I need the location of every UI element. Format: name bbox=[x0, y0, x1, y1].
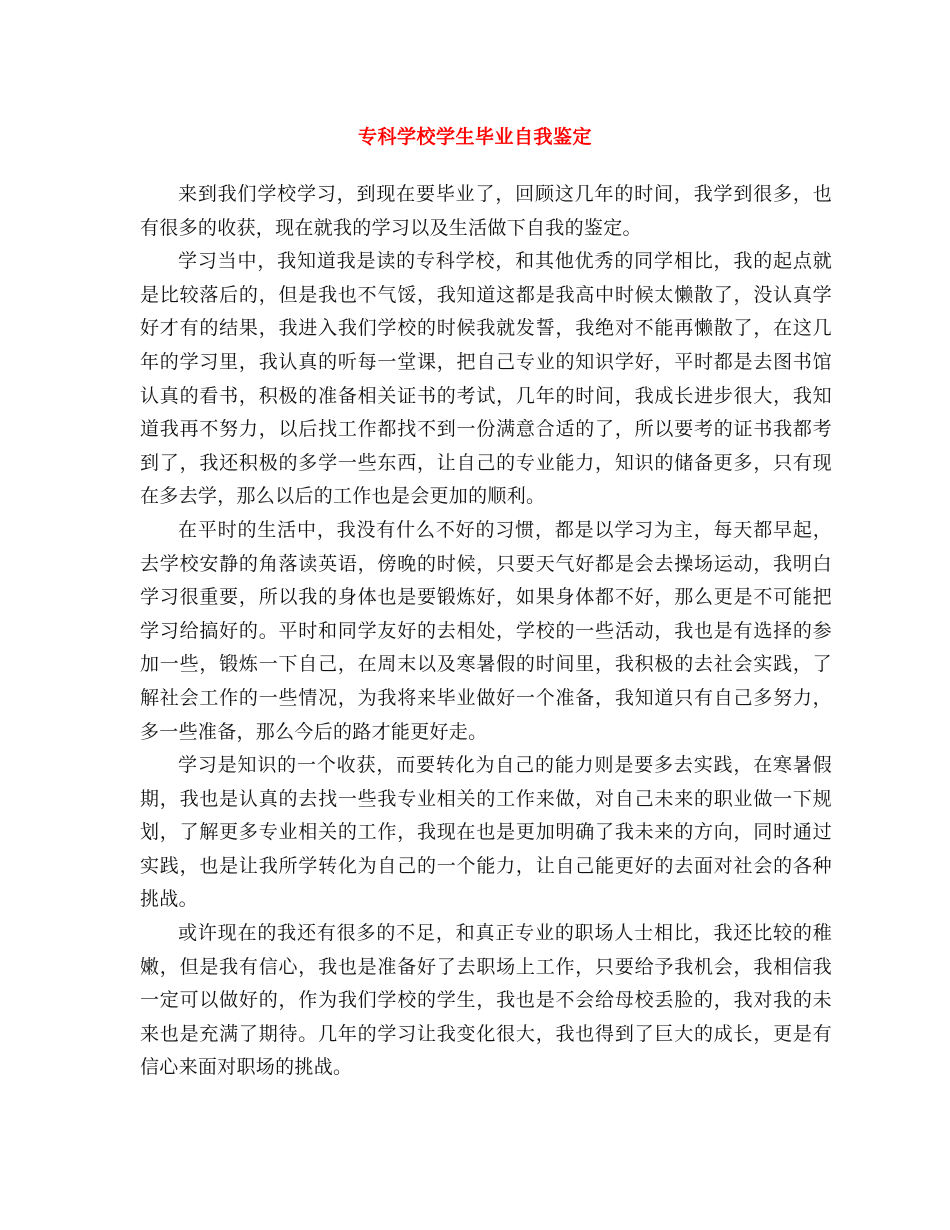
document-body bbox=[140, 178, 832, 1085]
paragraph-life: 在平时的生活中，我没有什么不好的习惯，都是以学习为主，每天都早起，去学校安静的角落读英语，傍晚的时候，只要天气好都是会去操场运动，我明白学习很重要，所以我的身体也是要锻炼好，如果身体都不好，那么更是不可能把学习给搞好的。平时和同学友好的去相处，学校的一些活动，我也是有选择的参加一些，锻炼一下自己，在周末以及寒暑假的时间里，我积极的去社会实践，了解社会工作的一些情况，为我将来毕业做好一个准备，我知道只有自己多努力，多一些准备，那么今后的路才能更好走。 bbox=[140, 518, 832, 743]
paragraph-practice: 学习是知识的一个收获，而要转化为自己的能力则是要多去实践，在寒暑假期，我也是认真的去找一些我专业相关的工作来做，对自己未来的职业做一下规划，了解更多专业相关的工作，我现在也是更加明确了我未来的方向，同时通过实践，也是让我所学转化为自己的一个能力，让自己能更好的去面对社会的各种挑战。 bbox=[140, 754, 832, 911]
paragraph-conclusion: 或许现在的我还有很多的不足，和真正专业的职场人士相比，我还比较的稚嫩，但是我有信心，我也是准备好了去职场上工作，只要给予我机会，我相信我一定可以做好的，作为我们学校的学生，我也是不会给母校丢脸的，我对我的未来也是充满了期待。几年的学习让我变化很大，我也得到了巨大的成长，更是有信心来面对职场的挑战。 bbox=[140, 922, 832, 1079]
paragraph-intro: 来到我们学校学习，到现在要毕业了，回顾这几年的时间，我学到很多，也有很多的收获，现在就我的学习以及生活做下自我的鉴定。 bbox=[140, 183, 832, 239]
document-title: 专科学校学生毕业自我鉴定 bbox=[357, 126, 592, 148]
paragraph-study: 学习当中，我知道我是读的专科学校，和其他优秀的同学相比，我的起点就是比较落后的，但是我也不气馁，我知道这都是我高中时候太懒散了，没认真学好才有的结果，我进入我们学校的时候我就发誓，我绝对不能再懒散了，在这几年的学习里，我认真的听每一堂课，把自己专业的知识学好，平时都是去图书馆认真的看书，积极的准备相关证书的考试，几年的时间，我成长进步很大，我知道我再不努力，以后找工作都找不到一份满意合适的了，所以要考的证书我都考到了，我还积极的多学一些东西，让自己的专业能力，知识的储备更多，只有现在多去学，那么以后的工作也是会更加的顺利。 bbox=[140, 250, 832, 508]
